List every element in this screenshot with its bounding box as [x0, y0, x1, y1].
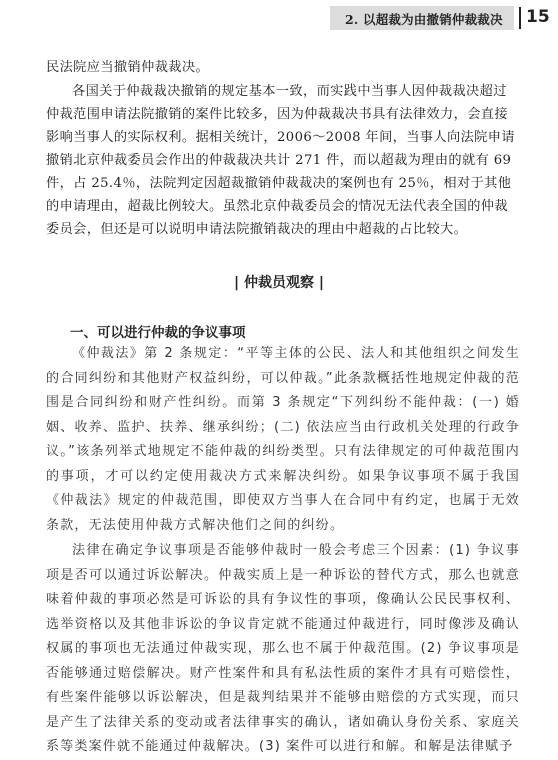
section-title: | 仲裁员观察 |: [234, 275, 324, 291]
running-header: [0, 6, 558, 36]
paragraph-three-factors: 法律在确定争议事项是否能够仲裁时一般会考虑三个因素：(1) 争议事项是否可以通过诉讼解决。仲裁实质上是一种诉讼的替代方式，那么也就意味着仲裁的事项必然是可诉讼的具有争议性的事项，像确认公民民事权利、选举资格以及其他非诉讼的争议肯定就不能通过仲裁进行，同时像涉及确认权属的事项也无法通过仲裁实现，那么也不属于仲裁范围。(2) 争议事项是否能够通过赔偿解决。财产性案件和具有私法性质的案件才具有可赔偿性，有些案件能够以诉讼解决，但是裁判结果并不能够由赔偿的方式实现，而只是产生了法律关系的变动或者法律事实的确认，诸如确认身份关系、家庭关系等类案件就不能通过仲裁解决。(3) 案件可以进行和解。和解是法律赋予: [46, 543, 520, 754]
paragraph-continuation: 民法院应当撤销仲裁裁决。: [46, 60, 210, 75]
paragraph-arbitration-law: 《仲裁法》第 2 条规定：“平等主体的公民、法人和其他组织之间发生的合同纠纷和其他财产权益纠纷，可以仲裁。”此条款概括性地规定仲裁的范围是合同纠纷和财产性纠纷。而第 3 条规定“下列纠纷不能仲裁：(一) 婚姻、收养、监护、扶养、继承纠纷；(二) 依法应当由行政机关处理的行政争议。”该条列举式地规定不能仲裁的纠纷类型。只有法律规定的可仲裁范围内的事项，才可以约定使用裁决方式来解决纠纷。如果争议事项不属于我国《仲裁法》规定的仲裁范围，即使双方当事人在合同中有约定，也属于无效条款，无法使用仲裁方式解决他们之间的纠纷。: [46, 346, 520, 533]
header-divider: [519, 7, 521, 29]
paragraph-statistics: 各国关于仲裁裁决撤销的规定基本一致，而实践中当事人因仲裁裁决超过仲裁范围申请法院撤销的案件比较多，因为仲裁裁决书具有法律效力，会直接影响当事人的实际权利。据相关统计，2006～2008 年间，当事人向法院申请撤销北京仲裁委员会作出的仲裁裁决共计 271 件，而以超裁为理由的就有 69 件，占 25.4％，法院判定因超裁撤销仲裁裁决的案例也有 25％，相对于其他的申请理由，超裁比例较大。虽然北京仲裁委员会的情况无法代表全国的仲裁委员会，但还是可以说明申请法院撤销裁决的理由中超裁的占比较大。: [46, 84, 515, 237]
page-number: 15: [526, 7, 550, 27]
subheading: 一、可以进行仲裁的争议事项: [70, 325, 246, 341]
running-head-title: 2. 以超裁为由撤销仲裁裁决: [345, 12, 503, 27]
